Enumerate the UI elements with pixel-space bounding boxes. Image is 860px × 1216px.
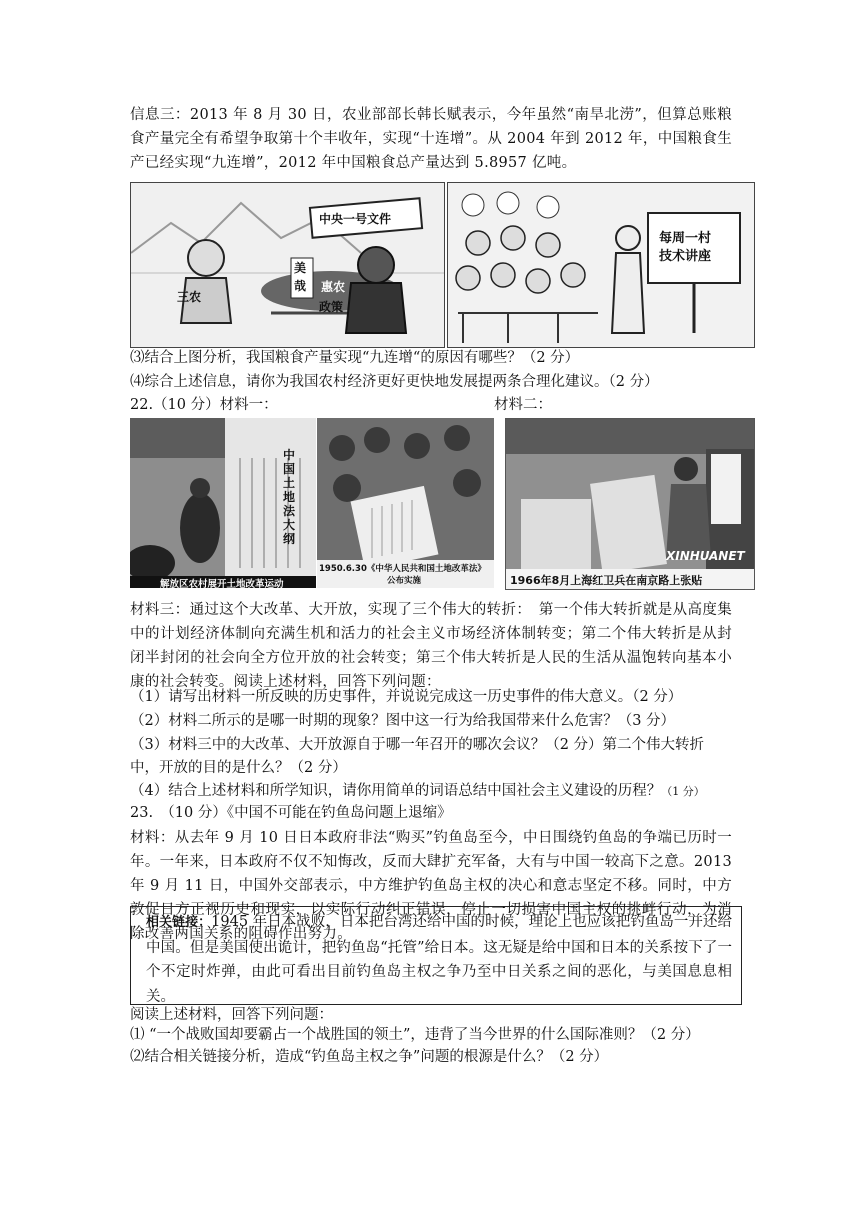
q22-sub1: （1）请写出材料一所反映的历史事件，并说说完成这一历史事件的伟大意义。（2 分） [130, 689, 683, 705]
q23-question-1: ⑴ “一个战败国却要霸占一个战胜国的领土”，违背了当今世界的什么国际准则？（2 分） [130, 1027, 700, 1043]
question-3: ⑶结合上图分析，我国粮食产量实现“九连增“的原因有哪些？（2 分） [130, 350, 580, 366]
q23-material: 材料：从去年 9 月 10 日日本政府非法“购买”钓鱼岛至今，中日围绕钓鱼岛的争端已历时一年。一年来，日本政府不仅不知悔改，反而大肆扩充军备，大有与中国一较高下之意。2013 年 9 月 11 日，中国外交部表示，中方维护钓鱼岛主权的决心和意志坚定不移。同时，中方敦促日方正视历史和现实，以实际行动纠正错误，停止一切损害中国主权的挑衅行动，为消除改善两国关系的阻碍作出努力。 [130, 830, 732, 942]
board-line1: 每周一村 [659, 231, 712, 246]
related-link-text: 1945 年日本战败，日本把台湾还给中国的时候，理论上也应该把钓鱼岛一并还给中国。但是美国使出诡计，把钓鱼岛“托管”给日本。这无疑是给中国和日本的关系按下了一个不定时炸弹，由此可看出目前钓鱼岛主权之争乃至中日关系之间的恶化，与美国息息相关。 [146, 914, 732, 1005]
mei-label: 美 [294, 261, 307, 275]
photo-red-guards [505, 418, 755, 590]
q23-title: 《中国不可能在钓鱼岛问题上退缩》 [226, 805, 452, 821]
q23-read-prompt: 阅读上述材料，回答下列问题： [130, 1007, 333, 1023]
zai-label: 哉 [294, 279, 307, 293]
related-link-label: 相关链接： [146, 915, 212, 930]
photo1-caption: 解放区农村展开土地改革运动 [160, 579, 284, 588]
q22-sub2: （2）材料二所示的是哪一时期的现象？图中这一行为给我国带来什么危害？（3 分） [130, 713, 676, 729]
policy-label: 政策 [319, 300, 344, 314]
photo3-caption: 1966年8月上海红卫兵在南京路上张贴 [510, 574, 703, 587]
q23-question-2: ⑵结合相关链接分析，造成“钓鱼岛主权之争”问题的根源是什么？（2 分） [130, 1049, 609, 1065]
related-link-content [146, 910, 732, 1009]
photo-land-reform-law [317, 418, 494, 588]
question-4: ⑷综合上述信息，请你为我国农村经济更好更快地发展提两条合理化建议。（2 分） [130, 374, 659, 390]
cartoon-farm-policy-drawing [131, 183, 444, 347]
huinong-label: 惠农 [321, 280, 346, 294]
cartoon-tech-lecture-drawing [448, 183, 754, 347]
cartoon-tech-lecture [447, 182, 755, 348]
q22-sub4-text: （4）结合上述材料和所学知识，请你用简单的词语总结中国社会主义建设的历程？ [130, 783, 662, 799]
photo2-caption-line2: 公布实施 [387, 576, 422, 586]
sannong-label: 三农 [177, 290, 202, 304]
photo-land-reform [130, 418, 316, 588]
info3-paragraph: 信息三：2013 年 8 月 30 日，农业部部长韩长赋表示，今年虽然“南旱北涝”，但算总账粮食产量完全有希望争取第十个丰收年，实现“十连增”。从 2004 年到 2012 年，中国粮食生产已经实现“九连增”，2012 年中国粮食总产量达到 5.8957 亿吨。 [130, 107, 732, 171]
material3-paragraph: 材料三：通过这个大改革、大开放，实现了三个伟大的转折： 第一个伟大转折就是从高度集中的计划经济体制向充满生机和活力的社会主义市场经济体制转变；第二个伟大转折是从封闭半封闭的社会向全方位开放的社会转变；第三个伟大转折是人民的生活从温饱转向基本小康的社会转变。阅读上述材料，回答下列问题： [130, 602, 732, 690]
central-document-label: 中央一号文件 [319, 212, 392, 226]
board-line2: 技术讲座 [659, 249, 712, 264]
material2-label: 材料二： [494, 397, 552, 413]
cartoon-farm-policy [130, 182, 445, 348]
photo-red-guards-drawing [506, 419, 754, 589]
q22-sub3a: （3）材料三中的大改革、大开放源自于哪一年召开的哪次会议？（2 分）第二个伟大转折 [130, 737, 705, 753]
q23-heading [130, 803, 452, 823]
q22-sub4 [130, 781, 705, 802]
xinhuanet-watermark: XINHUANET [666, 549, 745, 563]
land-law-vertical-title: 中国土地法大纲 [283, 448, 296, 546]
q22-sub4-points: （1 分） [661, 785, 705, 798]
q22-heading: 22.（10 分）材料一： [130, 397, 278, 413]
q22-sub3b: 中，开放的目的是什么？（2 分） [130, 760, 347, 776]
photo2-caption-line1: 1950.6.30《中华人民共和国土地改革法》 [319, 564, 486, 574]
q23-number: 23. （10 分） [130, 805, 227, 821]
